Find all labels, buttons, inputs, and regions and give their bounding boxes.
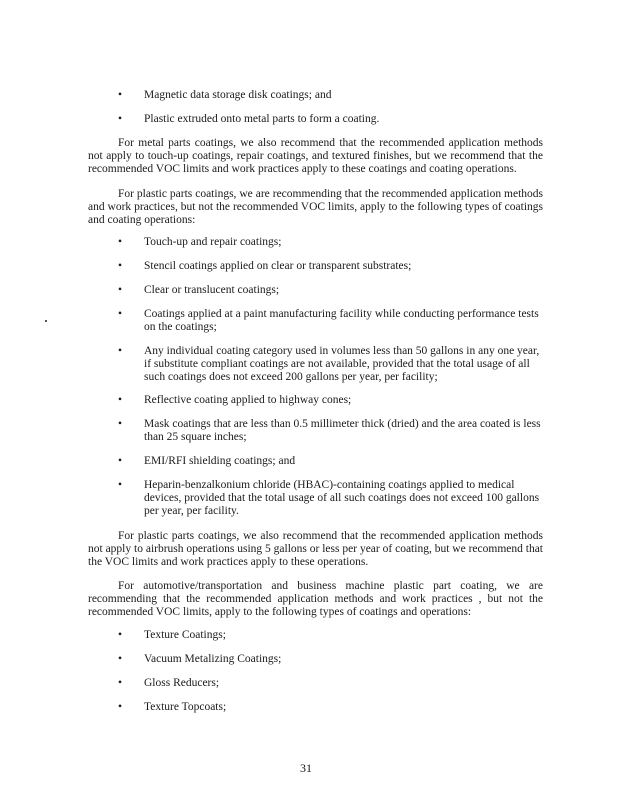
bullet-marker: • bbox=[118, 236, 123, 248]
bullet-marker: • bbox=[118, 284, 123, 296]
bullet-marker: • bbox=[118, 677, 123, 689]
bullet-marker: • bbox=[118, 701, 123, 713]
bullet-marker: • bbox=[118, 479, 123, 491]
bullet-marker: • bbox=[118, 418, 123, 430]
bullet-marker: • bbox=[118, 653, 123, 665]
paragraph-metal-parts: For metal parts coatings, we also recommend that the recommended application methods not apply to touch-up coatings, repair coatings, and textured finishes, but we recommend that the recommended VOC limits and work practices apply to these coatings and coating operations. bbox=[88, 137, 543, 175]
paragraph-plastic-parts: For plastic parts coatings, we are recommending that the recommended application methods and work practices, but not the recommended VOC limits, apply to the following types of coatings and coating operations: bbox=[88, 188, 543, 226]
paragraph-airbrush: For plastic parts coatings, we also recommend that the recommended application methods not apply to airbrush operations using 5 gallons or less per year of coating, but we recommend that the VOC limits and work practices apply to these operations. bbox=[88, 530, 543, 568]
page-number: 31 bbox=[300, 761, 312, 775]
bullet-marker: • bbox=[118, 260, 123, 272]
bullet-marker: • bbox=[118, 629, 123, 641]
paragraph-automotive: For automotive/transportation and business machine plastic part coating, we are recommending that the recommended application methods and work practices , but not the recommended VOC limits, apply to the following types of coatings and operations: bbox=[88, 580, 543, 618]
bullet-marker: • bbox=[118, 89, 123, 101]
document-page: • Magnetic data storage disk coatings; and • Plastic extruded onto metal parts to form a coating. For metal parts coatings, we also recommend that the recommended application methods not apply to touch-up coatings, repair coatings, and textured finishes, but we recommend that the recommended VOC limits and work practices apply to these coatings and coating operations. For plastic parts coatings, we are recommending that the recommended application methods and work practices, but not the recommended VOC limits, apply to the following types of coatings and coating operations: • Touch-up and repair coatings; • Stencil coatings applied on clear or transparent substrates; • Clear or translucent coatings; • Coatings applied at a paint manufacturing facility while conducting performance tests on the coatings; • Any individual coating category used in volumes less than 50 gallons in any one year, if substitute compliant coatings are not available, provided that the total usage of all such coatings does not exceed 200 gallons per year, per facility; • Reflective coating applied to highway cones; • Mask coatings that are less than 0.5 millimeter thick (dried) and the area coated is less than 25 square inches; • EMI/RFI shielding coatings; and • Heparin-benzalkonium chloride (HBAC)-containing coatings applied to medical devices, provided that the total usage of all such coatings does not exceed 100 gallons per year, per facility. For plastic parts coatings, we also recommend that the recommended application methods not apply to airbrush operations using 5 gallons or less per year of coating, but we recommend that the VOC limits and work practices apply to these operations. For automotive/transportation and business machine plastic part coating, we are recommending that the recommended application methods and work practices , but not the recommended VOC limits, apply to the following types of coatings and operations: • Texture Coatings; • Vacuum Metalizing Coatings; • Gloss Reducers; • Texture Topcoats; 31 bbox=[0, 0, 618, 800]
bullet-marker: • bbox=[118, 308, 123, 320]
bullet-marker: • bbox=[118, 455, 123, 467]
bullet-marker: • bbox=[118, 113, 123, 125]
bullet-marker: • bbox=[118, 345, 123, 357]
bullet-marker: • bbox=[118, 394, 123, 406]
scan-speck bbox=[45, 320, 47, 322]
